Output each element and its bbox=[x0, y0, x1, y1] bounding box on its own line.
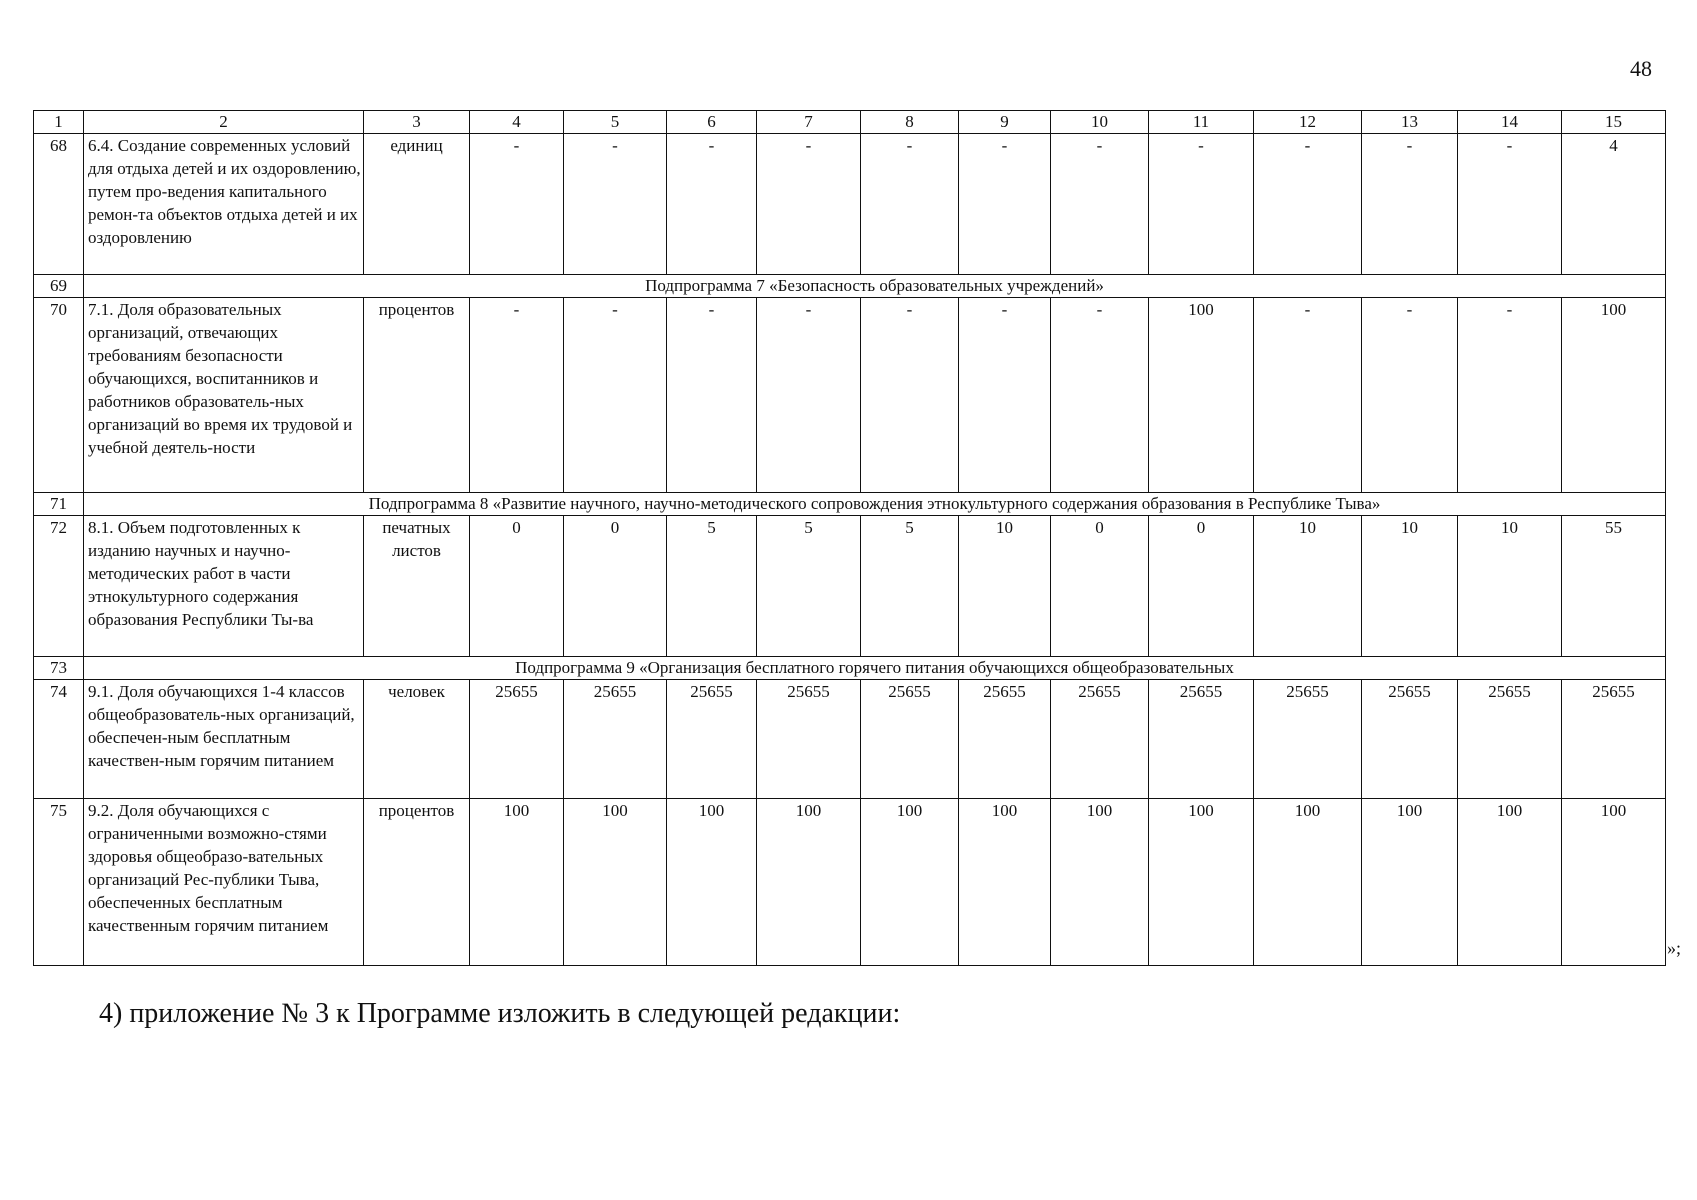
value-cell: 100 bbox=[667, 799, 757, 966]
header-cell: 12 bbox=[1254, 111, 1362, 134]
unit-of-measure: процентов bbox=[364, 298, 470, 493]
value-cell: - bbox=[564, 134, 667, 275]
row-number: 74 bbox=[34, 680, 84, 799]
unit-of-measure: единиц bbox=[364, 134, 470, 275]
value-cell: 25655 bbox=[667, 680, 757, 799]
value-cell: 5 bbox=[861, 516, 959, 657]
header-cell: 5 bbox=[564, 111, 667, 134]
indicators-table bbox=[33, 110, 1666, 966]
row-number: 73 bbox=[34, 657, 84, 680]
value-cell: 25655 bbox=[1362, 680, 1458, 799]
indicator-row bbox=[34, 298, 1666, 493]
value-cell: 25655 bbox=[1458, 680, 1562, 799]
value-cell: 10 bbox=[959, 516, 1051, 657]
value-cell: 100 bbox=[1051, 799, 1149, 966]
value-cell: 10 bbox=[1254, 516, 1362, 657]
value-cell: - bbox=[564, 298, 667, 493]
header-cell: 3 bbox=[364, 111, 470, 134]
value-cell: 25655 bbox=[861, 680, 959, 799]
value-cell: - bbox=[959, 298, 1051, 493]
value-cell: 100 bbox=[1149, 799, 1254, 966]
value-cell: - bbox=[861, 298, 959, 493]
value-cell: 25655 bbox=[1254, 680, 1362, 799]
indicator-row bbox=[34, 799, 1666, 966]
value-cell: 25655 bbox=[564, 680, 667, 799]
value-cell: - bbox=[1458, 298, 1562, 493]
value-cell: - bbox=[757, 298, 861, 493]
value-cell: 10 bbox=[1458, 516, 1562, 657]
value-cell: 0 bbox=[470, 516, 564, 657]
indicator-description: 9.1. Доля обучающихся 1-4 классов общеобразователь-ных организаций, обеспечен-ным бесплатным качествен-ным горячим питанием bbox=[84, 680, 364, 799]
value-cell: - bbox=[1051, 134, 1149, 275]
value-cell: 10 bbox=[1362, 516, 1458, 657]
value-cell: 25655 bbox=[470, 680, 564, 799]
value-cell: 0 bbox=[1149, 516, 1254, 657]
indicator-description: 6.4. Создание современных условий для отдыха детей и их оздоровлению, путем про-ведения капитального ремон-та объектов отдыха детей и их оздоровлению bbox=[84, 134, 364, 275]
closing-quote-mark: »; bbox=[1667, 938, 1682, 958]
unit-of-measure: человек bbox=[364, 680, 470, 799]
value-cell: 5 bbox=[667, 516, 757, 657]
row-number: 72 bbox=[34, 516, 84, 657]
value-cell: 100 bbox=[1362, 799, 1458, 966]
value-cell: 100 bbox=[1562, 799, 1666, 966]
header-cell: 1 bbox=[34, 111, 84, 134]
table-body bbox=[34, 111, 1666, 966]
indicator-row bbox=[34, 516, 1666, 657]
value-cell: 4 bbox=[1562, 134, 1666, 275]
value-cell: - bbox=[861, 134, 959, 275]
indicator-row bbox=[34, 134, 1666, 275]
page-number: 48 bbox=[1630, 56, 1652, 81]
value-cell: - bbox=[1149, 134, 1254, 275]
indicator-row bbox=[34, 680, 1666, 799]
value-cell: 100 bbox=[757, 799, 861, 966]
value-cell: 0 bbox=[1051, 516, 1149, 657]
value-cell: 100 bbox=[959, 799, 1051, 966]
indicator-description: 8.1. Объем подготовленных к изданию научных и научно-методических работ в части этнокультурного содержания образования Республики Ты-ва bbox=[84, 516, 364, 657]
section-row bbox=[34, 275, 1666, 298]
indicator-description: 7.1. Доля образовательных организаций, отвечающих требованиям безопасности обучающихся, воспитанников и работников образователь-ных организаций во время их трудовой и учебной деятель-ности bbox=[84, 298, 364, 493]
value-cell: - bbox=[1051, 298, 1149, 493]
value-cell: - bbox=[1362, 298, 1458, 493]
value-cell: - bbox=[959, 134, 1051, 275]
value-cell: - bbox=[1362, 134, 1458, 275]
value-cell: 100 bbox=[861, 799, 959, 966]
row-number: 71 bbox=[34, 493, 84, 516]
value-cell: 100 bbox=[1562, 298, 1666, 493]
instruction-text: 4) приложение № 3 к Программе изложить в следующей редакции: bbox=[99, 998, 901, 1029]
value-cell: 100 bbox=[1149, 298, 1254, 493]
header-cell: 10 bbox=[1051, 111, 1149, 134]
unit-of-measure: печатных листов bbox=[364, 516, 470, 657]
value-cell: - bbox=[667, 134, 757, 275]
unit-of-measure: процентов bbox=[364, 799, 470, 966]
header-cell: 2 bbox=[84, 111, 364, 134]
value-cell: - bbox=[1254, 298, 1362, 493]
value-cell: 100 bbox=[470, 799, 564, 966]
value-cell: 25655 bbox=[1562, 680, 1666, 799]
section-row bbox=[34, 657, 1666, 680]
value-cell: - bbox=[1254, 134, 1362, 275]
value-cell: 55 bbox=[1562, 516, 1666, 657]
value-cell: - bbox=[470, 298, 564, 493]
subprogram-title: Подпрограмма 8 «Развитие научного, научно-методического сопровождения этнокультурного содержания образования в Республике Тыва» bbox=[84, 493, 1666, 516]
row-number: 75 bbox=[34, 799, 84, 966]
header-cell: 9 bbox=[959, 111, 1051, 134]
header-cell: 6 bbox=[667, 111, 757, 134]
header-cell: 14 bbox=[1458, 111, 1562, 134]
value-cell: - bbox=[667, 298, 757, 493]
value-cell: 100 bbox=[1458, 799, 1562, 966]
row-number: 68 bbox=[34, 134, 84, 275]
subprogram-title: Подпрограмма 7 «Безопасность образовательных учреждений» bbox=[84, 275, 1666, 298]
row-number: 69 bbox=[34, 275, 84, 298]
subprogram-title: Подпрограмма 9 «Организация бесплатного горячего питания обучающихся общеобразовательных bbox=[84, 657, 1666, 680]
value-cell: 100 bbox=[1254, 799, 1362, 966]
value-cell: - bbox=[470, 134, 564, 275]
value-cell: 100 bbox=[564, 799, 667, 966]
value-cell: 25655 bbox=[1149, 680, 1254, 799]
indicator-description: 9.2. Доля обучающихся с ограниченными возможно-стями здоровья общеобразо-вательных организаций Рес-публики Тыва, обеспеченных бесплатным качественным горячим питанием bbox=[84, 799, 364, 966]
value-cell: 5 bbox=[757, 516, 861, 657]
value-cell: 25655 bbox=[1051, 680, 1149, 799]
value-cell: 25655 bbox=[757, 680, 861, 799]
header-row bbox=[34, 111, 1666, 134]
header-cell: 11 bbox=[1149, 111, 1254, 134]
value-cell: 0 bbox=[564, 516, 667, 657]
header-cell: 15 bbox=[1562, 111, 1666, 134]
header-cell: 13 bbox=[1362, 111, 1458, 134]
value-cell: 25655 bbox=[959, 680, 1051, 799]
value-cell: - bbox=[1458, 134, 1562, 275]
value-cell: - bbox=[757, 134, 861, 275]
header-cell: 8 bbox=[861, 111, 959, 134]
section-row bbox=[34, 493, 1666, 516]
header-cell: 7 bbox=[757, 111, 861, 134]
header-cell: 4 bbox=[470, 111, 564, 134]
row-number: 70 bbox=[34, 298, 84, 493]
